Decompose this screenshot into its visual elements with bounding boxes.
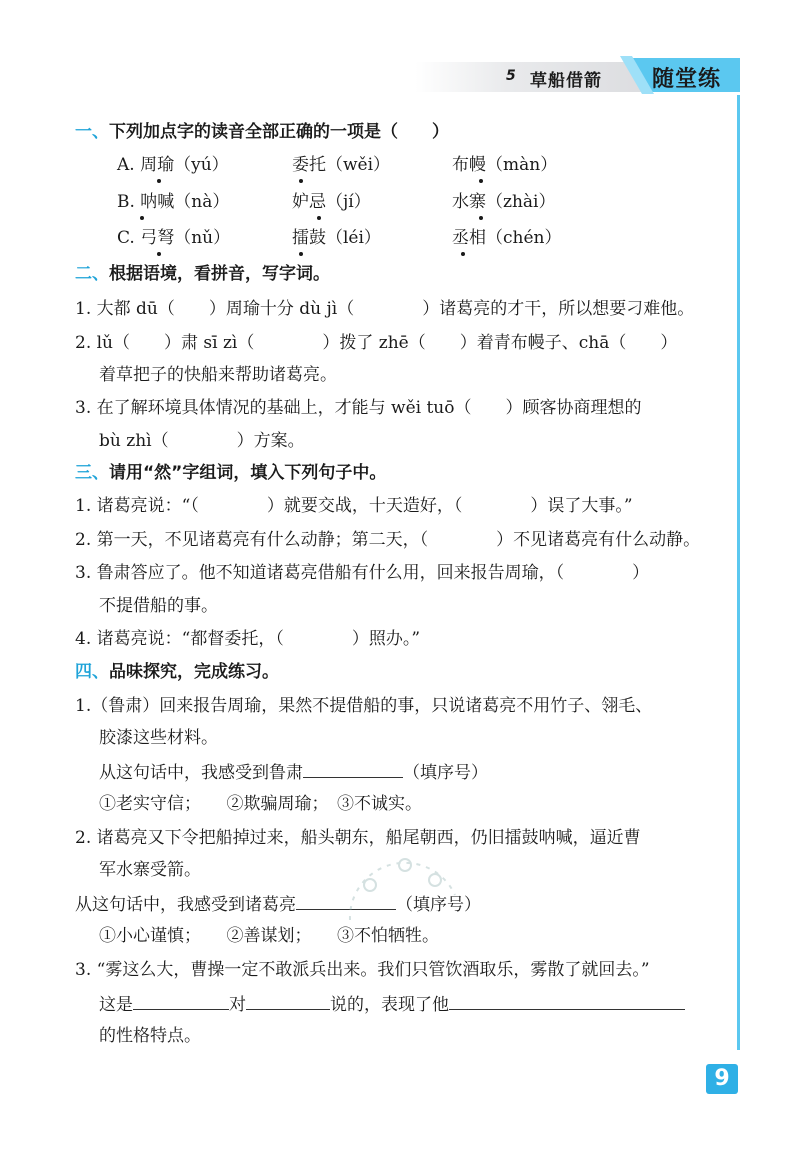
emphasis-dot bbox=[461, 252, 465, 256]
q3-line-2: 2. 第一天，不见诸葛亮有什么动静；第二天，（ ）不见诸葛亮有什么动静。 bbox=[75, 530, 701, 550]
option-c-1: C. 弓弩（nǔ） bbox=[117, 228, 231, 248]
q3-line-5: 4. 诸葛亮说：“都督委托，（ ）照办。” bbox=[75, 629, 421, 649]
practice-tab bbox=[618, 54, 740, 96]
option-b-1: B. 呐喊（nà） bbox=[117, 192, 230, 212]
q4-line-6: 军水寨受箭。 bbox=[99, 860, 201, 880]
section-3-heading bbox=[75, 461, 386, 485]
q4-prompt-3c: 说的，表现了他 bbox=[330, 995, 449, 1015]
option-a-1: A. 周瑜（yú） bbox=[117, 155, 229, 175]
q2-line-4: 3. 在了解环境具体情况的基础上，才能与 wěi tuō（ ）顾客协商理想的 bbox=[75, 398, 642, 418]
section-2-title: 根据语境，看拼音，写字词。 bbox=[109, 264, 330, 284]
q4-line-5: 2. 诸葛亮又下令把船掉过来，船头朝东，船尾朝西，仍旧擂鼓呐喊，逼近曹 bbox=[75, 828, 641, 848]
section-2-number: 二、 bbox=[75, 264, 109, 284]
q4-hint-2: （填序号） bbox=[396, 895, 481, 915]
page-number: 9 bbox=[706, 1064, 738, 1094]
q3-line-1: 1. 诸葛亮说：“（ ）就要交战，十天造好，（ ）误了大事。” bbox=[75, 496, 633, 516]
section-4-number: 四、 bbox=[75, 662, 109, 682]
option-a-3: 布幔（màn） bbox=[452, 155, 558, 175]
q4-line-11: 的性格特点。 bbox=[99, 1026, 201, 1046]
emphasis-dot bbox=[299, 179, 303, 183]
q4-line-9: 3. “雾这么大，曹操一定不敢派兵出来。我们只管饮酒取乐，雾散了就回去。” bbox=[75, 960, 650, 980]
emphasis-dot bbox=[479, 216, 483, 220]
q4-line-10 bbox=[99, 991, 685, 1017]
emphasis-dot bbox=[479, 179, 483, 183]
section-2-heading bbox=[75, 262, 330, 286]
section-3-number: 三、 bbox=[75, 463, 109, 483]
option-b-2: 妒忌（jí） bbox=[292, 192, 371, 212]
watermark-stamp-icon bbox=[330, 825, 470, 975]
q4-line-4: ①老实守信； ②欺骗周瑜； ③不诚实。 bbox=[99, 794, 422, 814]
q4-prompt-1: 从这句话中，我感受到鲁肃 bbox=[99, 763, 303, 783]
emphasis-dot bbox=[140, 216, 144, 220]
option-a-2: 委托（wěi） bbox=[292, 155, 391, 175]
emphasis-dot bbox=[157, 252, 161, 256]
lesson-title: 草船借箭 bbox=[530, 71, 602, 91]
q4-line-8: ①小心谨慎； ②善谋划； ③不怕牺牲。 bbox=[99, 926, 439, 946]
section-4-title: 品味探究，完成练习。 bbox=[109, 662, 279, 682]
tab-label: 随堂练 bbox=[652, 67, 722, 92]
right-margin-rule bbox=[737, 95, 740, 1050]
q2-line-2: 2. lǔ（ ）肃 sī zì（ ）拨了 zhē（ ）着青布幔子、chā（ ） bbox=[75, 333, 678, 353]
emphasis-dot bbox=[157, 179, 161, 183]
answer-blank[interactable] bbox=[303, 759, 403, 778]
lesson-number: 5 bbox=[506, 68, 516, 84]
section-3-title: 请用“然”字组词，填入下列句子中。 bbox=[109, 463, 387, 483]
q4-line-2: 胶漆这些材料。 bbox=[99, 728, 218, 748]
q4-prompt-3a: 这是 bbox=[99, 995, 133, 1015]
q4-line-1: 1.（鲁肃）回来报告周瑜，果然不提借船的事，只说诸葛亮不用竹子、翎毛、 bbox=[75, 696, 653, 716]
option-b-3: 水寨（zhài） bbox=[452, 192, 556, 212]
emphasis-dot bbox=[299, 252, 303, 256]
section-4-heading bbox=[75, 660, 279, 684]
q4-prompt-3b: 对 bbox=[229, 995, 246, 1015]
q3-line-3: 3. 鲁肃答应了。他不知道诸葛亮借船有什么用，回来报告周瑜，（ ） bbox=[75, 563, 650, 583]
section-1-heading bbox=[75, 120, 449, 144]
q2-line-5: bù zhì（ ）方案。 bbox=[99, 431, 305, 451]
option-c-2: 擂鼓（léi） bbox=[292, 228, 381, 248]
q4-hint-1: （填序号） bbox=[403, 763, 488, 783]
q3-line-4: 不提借船的事。 bbox=[99, 596, 218, 616]
section-1-number: 一、 bbox=[75, 122, 109, 142]
q4-line-3 bbox=[99, 759, 488, 785]
q4-prompt-2: 从这句话中，我感受到诸葛亮 bbox=[75, 895, 296, 915]
q2-line-1: 1. 大都 dū（ ）周瑜十分 dù jì（ ）诸葛亮的才干，所以想要刁难他。 bbox=[75, 299, 695, 319]
answer-blank[interactable] bbox=[449, 991, 685, 1010]
answer-blank[interactable] bbox=[246, 991, 330, 1010]
option-c-3: 丞相（chén） bbox=[452, 228, 562, 248]
section-1-title: 下列加点字的读音全部正确的一项是（ ） bbox=[109, 122, 449, 142]
q2-line-3: 着草把子的快船来帮助诸葛亮。 bbox=[99, 365, 337, 385]
emphasis-dot bbox=[317, 216, 321, 220]
answer-blank[interactable] bbox=[133, 991, 229, 1010]
